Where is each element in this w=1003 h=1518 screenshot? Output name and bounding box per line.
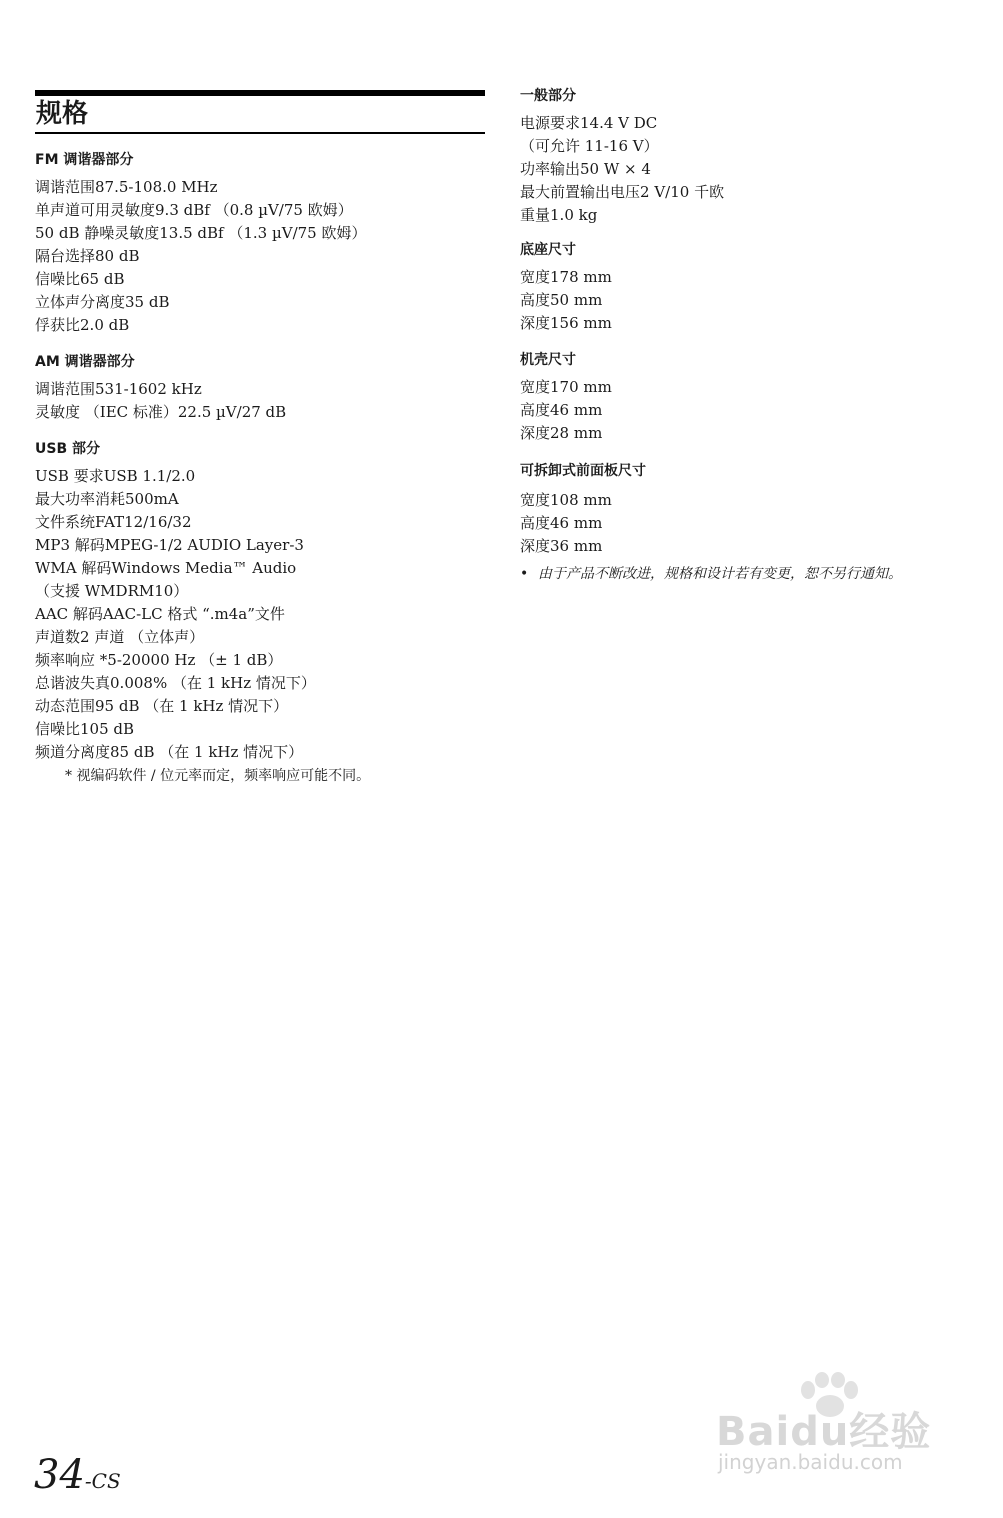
spec-label: 单声道可用灵敏度 (35, 201, 156, 219)
spec-label: MP3 解码 (35, 536, 105, 554)
spec-row (35, 649, 485, 672)
spec-label: 俘获比 (35, 316, 81, 334)
spec-row (35, 378, 485, 401)
faceplate-size-section (520, 461, 960, 584)
spec-label: 灵敏度 （IEC 标准） (35, 403, 178, 421)
chassis-size-section (520, 240, 960, 335)
page-number-value: 34 (34, 1452, 85, 1498)
page-number-suffix: -CS (84, 1469, 121, 1493)
spec-label: 总谐波失真 (35, 674, 111, 692)
disclaimer-note (520, 564, 960, 584)
section-title: 一般部分 (520, 88, 576, 104)
spec-value: 170 mm (550, 378, 612, 396)
spec-label: AAC 解码 (35, 605, 103, 623)
spec-value: 5-20000 Hz （± 1 dB） (107, 651, 283, 669)
spec-value: 2 声道 （立体声） (80, 628, 205, 646)
usb-footnote: * 视编码软件 / 位元率而定，频率响应可能不同。 (65, 768, 371, 784)
spec-value: （支援 WMDRM10） (35, 582, 189, 600)
section-title: 底座尺寸 (520, 242, 576, 258)
spec-value: 108 mm (550, 491, 612, 509)
spec-label: 重量 (520, 206, 551, 224)
spec-label: 高度 (520, 401, 551, 419)
spec-label: 50 dB 静噪灵敏度 (35, 224, 160, 242)
spec-label: 信噪比 (35, 270, 81, 288)
spec-value: AAC-LC 格式 “.m4a”文件 (102, 605, 285, 623)
spec-label: 电源要求 (520, 114, 581, 132)
spec-value: 1.0 kg (550, 206, 598, 224)
spec-row (520, 512, 960, 535)
spec-row (35, 534, 485, 557)
spec-row (35, 603, 485, 626)
baidu-watermark (712, 1372, 948, 1482)
page-title: 规格 (36, 99, 89, 129)
spec-row (520, 399, 960, 422)
spec-value: 22.5 µV/27 dB (177, 403, 287, 421)
spec-value: （可允许 11-16 V） (520, 137, 659, 155)
spec-value: 531-1602 kHz (95, 380, 202, 398)
spec-row (35, 176, 485, 199)
spec-row (35, 314, 485, 337)
spec-value: 85 dB （在 1 kHz 情况下） (110, 743, 304, 761)
spec-row (520, 112, 960, 135)
spec-label: WMA 解码 (35, 559, 112, 577)
spec-value: 2 V/10 千欧 (640, 183, 725, 201)
spec-row (35, 672, 485, 695)
spec-value: 156 mm (550, 314, 612, 332)
section-title: FM 调谐器部分 (35, 152, 134, 168)
spec-label: 隔台选择 (35, 247, 96, 265)
spec-value: 36 mm (550, 537, 603, 555)
spec-label: 功率输出 (520, 160, 581, 178)
spec-row (520, 535, 960, 558)
spec-row (520, 266, 960, 289)
title-rule-bottom (35, 132, 485, 134)
spec-row (520, 181, 960, 204)
spec-row (35, 695, 485, 718)
spec-row (35, 626, 485, 649)
spec-label: 深度 (520, 314, 551, 332)
spec-row (35, 511, 485, 534)
watermark-brand: Baidu经验 (716, 1409, 932, 1455)
spec-label: 宽度 (520, 378, 551, 396)
page-number (34, 1452, 121, 1504)
spec-value: 87.5-108.0 MHz (95, 178, 218, 196)
title-rule-top (35, 90, 485, 96)
spec-label: 最大前置输出电压 (520, 183, 641, 201)
spec-label: 频道分离度 (35, 743, 111, 761)
spec-row (35, 465, 485, 488)
spec-label: 声道数 (35, 628, 81, 646)
spec-value: 2.0 dB (80, 316, 130, 334)
spec-label: 调谐范围 (35, 178, 96, 196)
spec-value: 178 mm (550, 268, 612, 286)
spec-label: 信噪比 (35, 720, 81, 738)
spec-label: 高度 (520, 514, 551, 532)
case-size-section (520, 350, 960, 445)
section-title: USB 部分 (35, 441, 100, 457)
spec-row (35, 718, 485, 741)
spec-value: 9.3 dBf （0.8 µV/75 欧姆） (155, 201, 353, 219)
spec-row (35, 268, 485, 291)
section-title: AM 调谐器部分 (35, 354, 135, 370)
spec-value: 500mA (125, 490, 179, 508)
am-tuner-section (35, 352, 485, 424)
spec-label: 高度 (520, 291, 551, 309)
spec-label: 调谐范围 (35, 380, 96, 398)
spec-label: USB 要求 (35, 467, 104, 485)
spec-label: 宽度 (520, 491, 551, 509)
spec-row (520, 135, 960, 158)
spec-value: 0.008% （在 1 kHz 情况下） (110, 674, 316, 692)
spec-row (520, 312, 960, 335)
spec-value: Windows Media™ Audio (111, 559, 297, 577)
spec-value: MPEG-1/2 AUDIO Layer-3 (104, 536, 304, 554)
spec-label: 最大功率消耗 (35, 490, 126, 508)
section-title: 可拆卸式前面板尺寸 (520, 463, 646, 479)
spec-row (35, 580, 485, 603)
spec-row (35, 741, 485, 764)
spec-row (35, 245, 485, 268)
spec-row (520, 422, 960, 445)
spec-value: 105 dB (80, 720, 135, 738)
spec-value: 95 dB （在 1 kHz 情况下） (95, 697, 289, 715)
spec-row (35, 488, 485, 511)
spec-label: 立体声分离度 (35, 293, 126, 311)
spec-value: 28 mm (550, 424, 603, 442)
section-title: 机壳尺寸 (520, 352, 576, 368)
spec-label: 宽度 (520, 268, 551, 286)
spec-value: 50 mm (550, 291, 603, 309)
spec-value: 14.4 V DC (580, 114, 658, 132)
usb-section (35, 439, 485, 786)
fm-tuner-section (35, 150, 485, 337)
spec-value: 13.5 dBf （1.3 µV/75 欧姆） (159, 224, 367, 242)
spec-label: 文件系统 (35, 513, 96, 531)
spec-value: 65 dB (80, 270, 125, 288)
spec-label: 动态范围 (35, 697, 96, 715)
spec-value: 50 W × 4 (580, 160, 651, 178)
spec-value: 46 mm (550, 401, 603, 419)
spec-label: 深度 (520, 537, 551, 555)
spec-row (35, 222, 485, 245)
general-section (520, 86, 960, 227)
watermark-url: jingyan.baidu.com (718, 1450, 903, 1474)
spec-value: FAT12/16/32 (95, 513, 192, 531)
spec-row (520, 158, 960, 181)
spec-value: 80 dB (95, 247, 140, 265)
spec-row (35, 557, 485, 580)
spec-row (35, 401, 485, 424)
spec-row (520, 376, 960, 399)
bullet: • (520, 566, 529, 582)
spec-value: USB 1.1/2.0 (103, 467, 196, 485)
disclaimer-text: 由于产品不断改进，规格和设计若有变更，恕不另行通知。 (538, 566, 902, 582)
spec-row (520, 204, 960, 227)
spec-value: 46 mm (550, 514, 603, 532)
spec-row (520, 489, 960, 512)
spec-label: 深度 (520, 424, 551, 442)
spec-row (35, 291, 485, 314)
spec-row (35, 199, 485, 222)
spec-row (520, 289, 960, 312)
spec-label: 频率响应 * (35, 651, 108, 669)
spec-value: 35 dB (125, 293, 170, 311)
